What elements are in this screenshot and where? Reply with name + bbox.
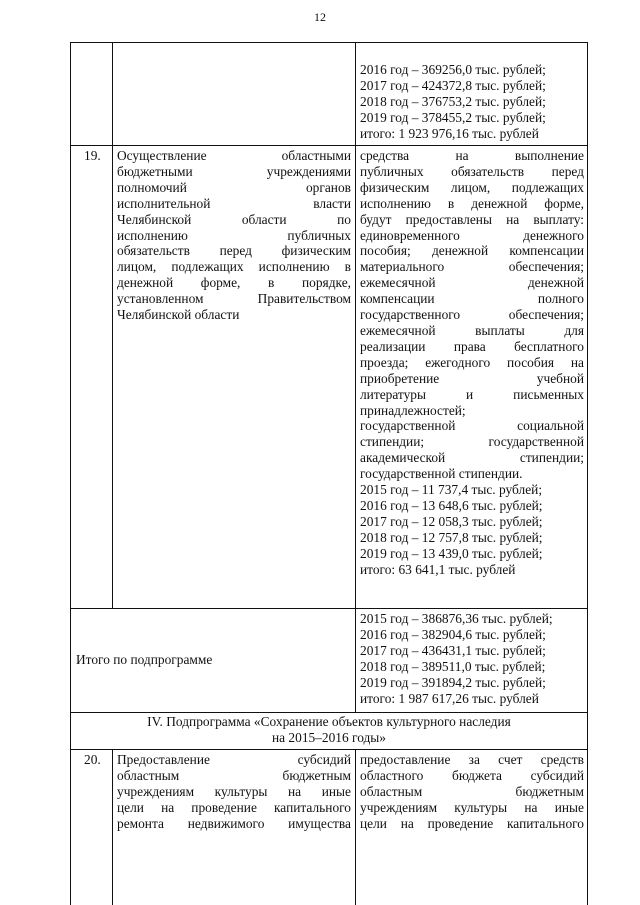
section-heading <box>72 714 586 746</box>
row19-name-cell <box>117 148 351 323</box>
text-line: приобретение учебной <box>360 370 584 386</box>
text-line: 2017 год – 424372,8 тыс. рублей; <box>360 77 546 93</box>
text-line: цели на проведение капитального <box>360 815 584 831</box>
text-line: исполнению публичных <box>117 227 351 243</box>
col-sep-2 <box>355 42 356 608</box>
col-sep-1 <box>112 42 113 608</box>
text-line: обязательств перед физическим <box>117 243 351 259</box>
text-line: Осуществление областными <box>117 148 351 163</box>
text-line: 2018 год – 376753,2 тыс. рублей; <box>360 93 546 109</box>
text-line: 2016 год – 13 648,6 тыс. рублей; <box>360 497 543 513</box>
text-line: итого: 63 641,1 тыс. рублей <box>360 561 516 577</box>
text-line: 2019 год – 391894,2 тыс. рублей; <box>360 674 546 690</box>
text-line: государственной социальной <box>360 418 584 434</box>
text-line: Челябинской области <box>117 307 240 323</box>
col-sep-1-row20 <box>112 749 113 905</box>
subtotal-label: Итого по подпрограмме <box>76 652 213 667</box>
table-left-border <box>70 42 71 905</box>
text-line: лицом, подлежащих исполнению в <box>117 259 351 275</box>
text-line: будут предоставлены на выплату: <box>360 211 584 227</box>
text-line: реализации права бесплатного <box>360 338 584 354</box>
row20-name-cell <box>117 752 351 832</box>
text-line: ежемесячной денежной <box>360 275 584 291</box>
section-heading-line: IV. Подпрограмма «Сохранение объектов культурного наследия <box>147 714 511 729</box>
row19-description-cell <box>360 148 584 577</box>
section-heading-line: на 2015–2016 годы» <box>271 729 387 745</box>
row20-description-cell <box>360 752 584 832</box>
text-line: 2018 год – 12 757,8 тыс. рублей; <box>360 529 543 545</box>
text-line: средства на выполнение <box>360 148 584 163</box>
text-line: областным бюджетным <box>117 767 351 783</box>
text-line: 2019 год – 13 439,0 тыс. рублей; <box>360 545 543 561</box>
text-line: стипендии; государственной <box>360 434 584 450</box>
row-divider-20 <box>70 749 588 750</box>
text-line: учреждениям культуры на иные <box>360 799 584 815</box>
table-right-border <box>587 42 588 905</box>
text-line: академической стипендии; <box>360 450 584 466</box>
row-divider-19 <box>70 145 588 146</box>
text-line: исполнительной власти <box>117 195 351 211</box>
text-line: исполнению в денежной форме, <box>360 195 584 211</box>
top-continuation-cell <box>360 62 584 142</box>
text-line: итого: 1 987 617,26 тыс. рублей <box>360 690 539 706</box>
page-number: 12 <box>314 10 326 24</box>
text-line: компенсации полного <box>360 291 584 307</box>
text-line: пособия; денежной компенсации <box>360 243 584 259</box>
text-line: учреждениям культуры на иные <box>117 783 351 799</box>
text-line: областного бюджета субсидий <box>360 767 584 783</box>
text-line: 2016 год – 369256,0 тыс. рублей; <box>360 62 546 77</box>
text-line: государственного обеспечения; <box>360 307 584 323</box>
text-line: итого: 1 923 976,16 тыс. рублей <box>360 125 539 141</box>
row19-number: 19. <box>84 148 101 163</box>
text-line: полномочий органов <box>117 179 351 195</box>
text-line: 2016 год – 382904,6 тыс. рублей; <box>360 626 546 642</box>
text-line: Предоставление субсидий <box>117 752 351 767</box>
text-line: Челябинской области по <box>117 211 351 227</box>
text-line: предоставление за счет средств <box>360 752 584 767</box>
row-divider-subtotal <box>70 608 588 609</box>
text-line: 2019 год – 378455,2 тыс. рублей; <box>360 109 546 125</box>
row20-number: 20. <box>84 752 101 767</box>
subtotal-values-cell <box>360 611 586 706</box>
text-line: 2018 год – 389511,0 тыс. рублей; <box>360 658 546 674</box>
text-line: материального обеспечения; <box>360 259 584 275</box>
text-line: цели на проведение капитального <box>117 799 351 815</box>
text-line: единовременного денежного <box>360 227 584 243</box>
text-line: областным бюджетным <box>360 783 584 799</box>
text-line: установленном Правительством <box>117 291 351 307</box>
text-line: 2015 год – 386876,36 тыс. рублей; <box>360 611 553 626</box>
text-line: физическим лицом, подлежащих <box>360 179 584 195</box>
text-line: государственной стипендии. <box>360 466 523 482</box>
text-line: публичных обязательств перед <box>360 163 584 179</box>
text-line: литературы и письменных <box>360 386 584 402</box>
text-line: бюджетными учреждениями <box>117 163 351 179</box>
row-divider-section <box>70 712 588 713</box>
text-line: ремонта недвижимого имущества <box>117 815 351 831</box>
text-line: денежной форме, в порядке, <box>117 275 351 291</box>
text-line: 2017 год – 436431,1 тыс. рублей; <box>360 642 546 658</box>
text-line: ежемесячной выплаты для <box>360 322 584 338</box>
col-sep-subtotal <box>355 608 356 712</box>
col-sep-2-row20 <box>355 749 356 905</box>
text-line: проезда; ежегодного пособия на <box>360 354 584 370</box>
text-line: принадлежностей; <box>360 402 466 418</box>
text-line: 2015 год – 11 737,4 тыс. рублей; <box>360 482 543 498</box>
table-top-border <box>70 42 588 43</box>
text-line: 2017 год – 12 058,3 тыс. рублей; <box>360 513 543 529</box>
